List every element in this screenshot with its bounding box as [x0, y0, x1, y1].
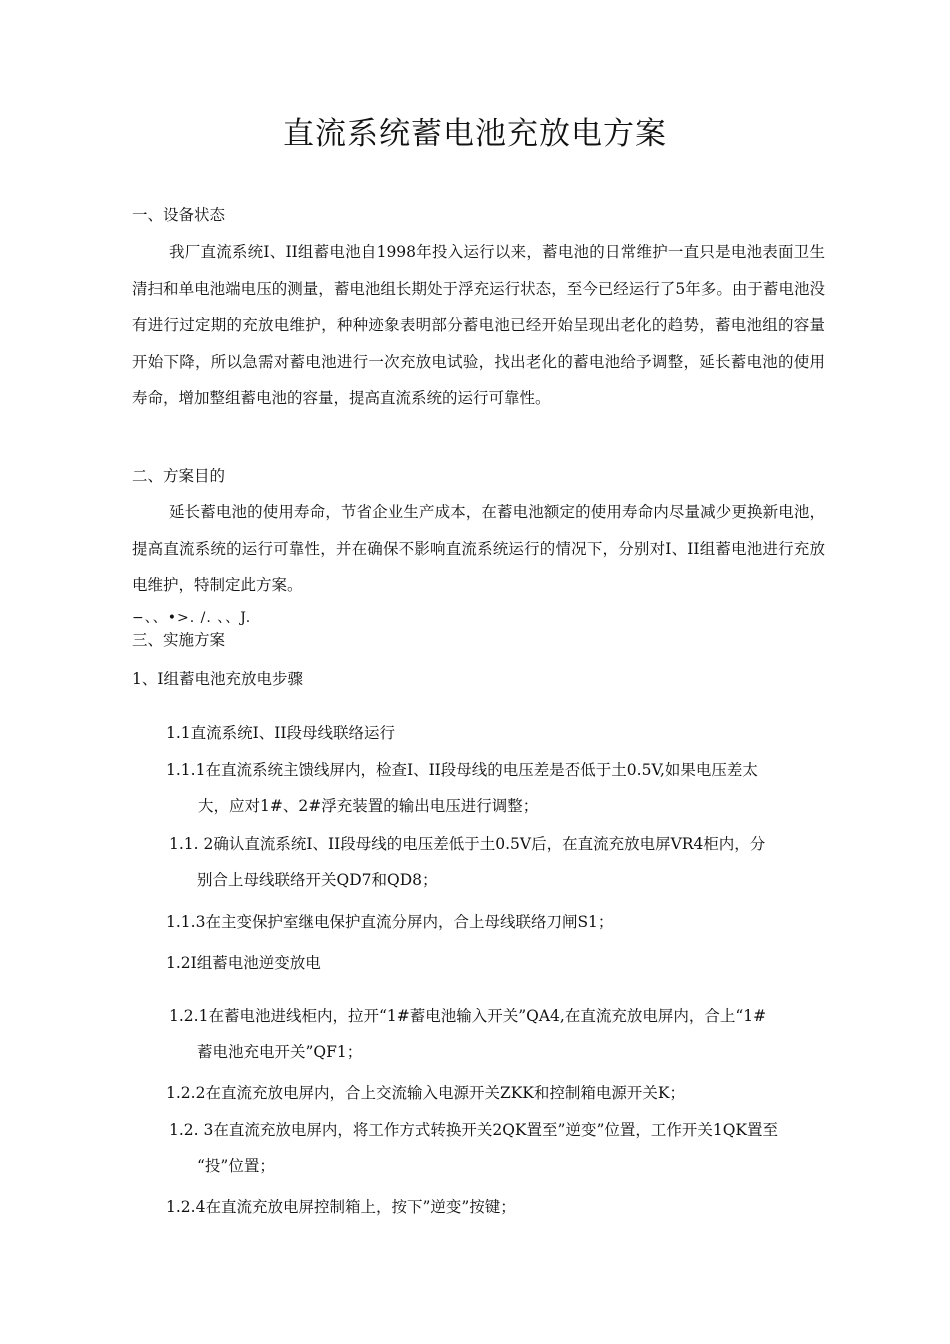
step-heading-1-2: 1.2I组蓄电池逆变放电: [166, 954, 321, 972]
step-1-2-3-line2: “投”位置；: [197, 1157, 275, 1175]
section2-body: 延长蓄电池的使用寿命，节省企业生产成本，在蓄电池额定的使用寿命内尽量减少更换新电池，提高直流系统的运行可靠性，并在确保不影响直流系统运行的情况下，分别对I、II组蓄电池进行充放电维护，特制定此方案。: [132, 503, 825, 594]
step-heading-1-1: 1.1直流系统I、II段母线联络运行: [166, 724, 396, 742]
step-1-2-1: [169, 998, 825, 1070]
section1-body: 我厂直流系统I、II组蓄电池自1998年投入运行以来，蓄电池的日常维护一直只是电池表面卫生清扫和单电池端电压的测量，蓄电池组长期处于浮充运行状态，至今已经运行了5年多。由于蓄电池没有进行过定期的充放电维护，种种迹象表明部分蓄电池已经开始呈现出老化的趋势，蓄电池组的容量开始下降，所以急需对蓄电池进行一次充放电试验，找出老化的蓄电池给予调整，延长蓄电池的使用寿命，增加整组蓄电池的容量，提高直流系统的运行可靠性。: [132, 243, 825, 407]
document-title: 直流系统蓄电池充放电方案: [283, 116, 667, 152]
section2-heading: 二、方案目的: [132, 467, 226, 485]
step-1-2-1-line1: 1.2.1在蓄电池进线柜内，拉开“1#蓄电池输入开关”QA4,在直流充放电屏内，合上“1#: [169, 1007, 767, 1025]
step-1-2-4: 1.2.4在直流充放电屏控制箱上，按下”逆变”按键；: [166, 1198, 516, 1216]
section1-heading: 一、设备状态: [132, 206, 226, 224]
step-1-2-3: [169, 1112, 825, 1184]
subsection-heading: 1、I组蓄电池充放电步骤: [132, 670, 303, 688]
step-1-1-1-line1: 1.1.1在直流系统主馈线屏内，检查I、II段母线的电压差是否低于土0.5V,如果电压差太: [166, 761, 758, 779]
step-1-1-1: [166, 752, 825, 824]
step-1-1-2-line1: 1.1. 2确认直流系统I、II段母线的电压差低于土0.5V后，在直流充放电屏VR4柜内，分: [169, 835, 766, 853]
step-1-1-2: [169, 826, 825, 898]
step-1-1-3: 1.1.3在主变保护室继电保护直流分屏内，合上母线联络刀闸S1；: [166, 913, 614, 931]
step-1-2-3-line1: 1.2. 3在直流充放电屏内，将工作方式转换开关2QK置至”逆变”位置，工作开关1QK置至: [169, 1121, 779, 1139]
section3-heading: 三、实施方案: [132, 631, 226, 649]
step-1-2-2: 1.2.2在直流充放电屏内，合上交流输入电源开关ZKK和控制箱电源开关K；: [166, 1084, 685, 1102]
scan-artifact-text: −、、•>. /. 、、J.: [132, 610, 252, 626]
step-1-1-2-line2: 别合上母线联络开关QD7和QD8；: [197, 871, 438, 889]
step-1-1-1-line2: 大，应对1#、2#浮充装置的输出电压进行调整；: [198, 797, 539, 815]
step-1-2-1-line2: 蓄电池充电开关”QF1；: [197, 1043, 363, 1061]
